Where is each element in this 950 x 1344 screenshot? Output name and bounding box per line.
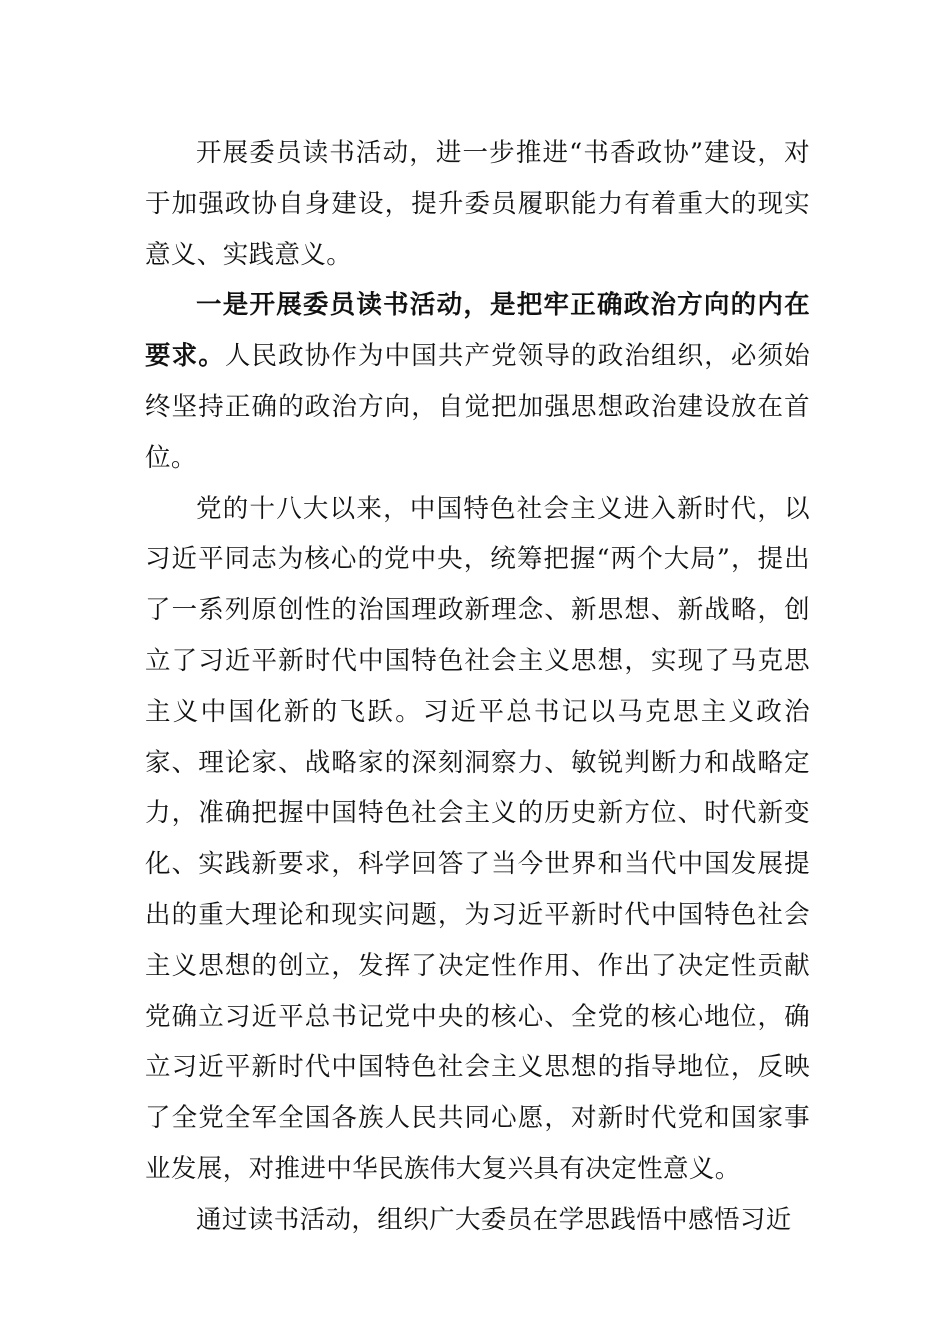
paragraph-intro: 开展委员读书活动，进一步推进“书香政协”建设，对于加强政协自身建设，提升委员履职能力有着重大的现实意义、实践意义。 bbox=[145, 138, 810, 270]
document-body bbox=[145, 128, 810, 1246]
paragraph-point-one-body: 人民政协作为中国共产党领导的政治组织，必须始终坚持正确的政治方向，自觉把加强思想政治建设放在首位。 bbox=[145, 341, 810, 473]
paragraph-reading-activity: 通过读书活动，组织广大委员在学思践悟中感悟习近 bbox=[196, 1204, 792, 1235]
paragraph-point-one bbox=[145, 280, 810, 483]
paragraph-new-era: 党的十八大以来，中国特色社会主义进入新时代，以习近平同志为核心的党中央，统筹把握“两个大局”，提出了一系列原创性的治国理政新理念、新思想、新战略，创立了习近平新时代中国特色社会主义思想，实现了马克思主义中国化新的飞跃。习近平总书记以马克思主义政治家、理论家、战略家的深刻洞察力、敏锐判断力和战略定力，准确把握中国特色社会主义的历史新方位、时代新变化、实践新要求，科学回答了当今世界和当代中国发展提出的重大理论和现实问题，为习近平新时代中国特色社会主义思想的创立，发挥了决定性作用、作出了决定性贡献党确立习近平总书记党中央的核心、全党的核心地位，确立习近平新时代中国特色社会主义思想的指导地位，反映了全党全军全国各族人民共同心愿，对新时代党和国家事业发展，对推进中华民族伟大复兴具有决定性意义。 bbox=[145, 493, 810, 1184]
paragraph-point-one-lead: 一是开展委员读书活动，是把牢正确政治方向的内在要求。 bbox=[145, 290, 810, 372]
